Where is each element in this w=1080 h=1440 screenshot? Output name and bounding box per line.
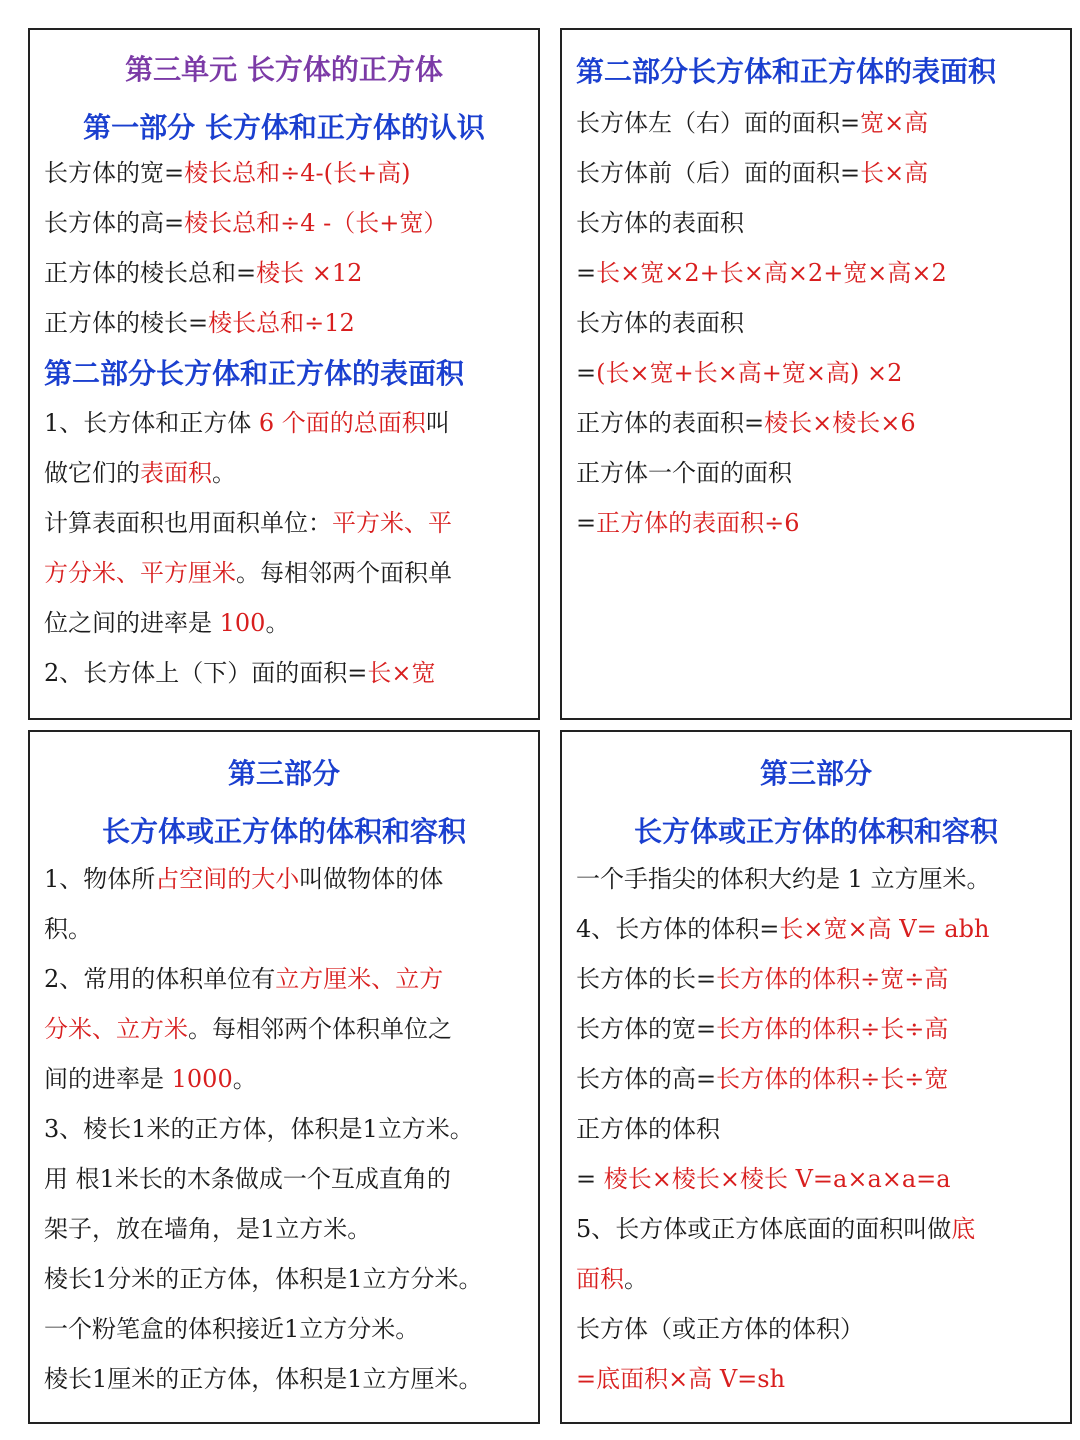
highlight-text: 长方体的体积÷长÷宽 [716, 1065, 949, 1093]
body-text: 一个粉笔盒的体积接近1立方分米。 [44, 1315, 420, 1343]
text-line [30, 648, 538, 698]
panel-surface-recognition [28, 28, 540, 720]
text-line [562, 98, 1070, 148]
body-text: = [576, 359, 597, 387]
section-2-title: 第二部分长方体和正方体的表面积 [44, 357, 465, 390]
highlight-text: 方分米、平方厘米 [44, 559, 236, 587]
text-line [562, 148, 1070, 198]
text-line [30, 954, 538, 1004]
highlight-text: 长×高 [860, 159, 929, 187]
text-line [562, 198, 1070, 248]
body-text: 1、物体所 [44, 865, 156, 893]
text-line [30, 1104, 538, 1154]
body-text: 2、长方体上（下）面的面积= [44, 659, 368, 687]
text-line [30, 498, 538, 548]
highlight-text: 棱长总和÷12 [208, 309, 355, 337]
text-line [30, 148, 538, 198]
highlight-text: 棱长×棱长×6 [764, 409, 916, 437]
text-line [562, 1104, 1070, 1154]
panel-volume-units [28, 730, 540, 1424]
body-text: 长方体的表面积 [576, 309, 744, 337]
text-line [30, 548, 538, 598]
body-text: 棱长1分米的正方体，体积是1立方分米。 [44, 1265, 483, 1293]
body-text: 5、长方体或正方体底面的面积叫做 [576, 1215, 952, 1243]
body-text: 长方体的高= [576, 1065, 717, 1093]
highlight-text: 棱长×棱长×棱长 V=a×a×a=a [603, 1165, 951, 1193]
text-line [30, 1354, 538, 1404]
text-line [30, 1004, 538, 1054]
highlight-text: 正方体的表面积÷6 [596, 509, 800, 537]
body-text: 。 [624, 1265, 648, 1293]
section-3-title: 第三部分 [227, 757, 340, 790]
highlight-text: 平方米、平 [332, 509, 452, 537]
body-text: = [576, 1165, 604, 1193]
text-line [30, 398, 538, 448]
text-line [562, 298, 1070, 348]
text-line [562, 498, 1070, 548]
text-line [562, 448, 1070, 498]
text-line [30, 248, 538, 298]
panel-surface-area [560, 28, 1072, 720]
body-text: 长方体的长= [576, 965, 717, 993]
formula-list [562, 854, 1070, 1404]
highlight-text: 底 [951, 1215, 976, 1243]
highlight-text: 长×宽×高 V= abh [779, 915, 990, 943]
body-text: 2、常用的体积单位有 [44, 965, 276, 993]
highlight-text: 长×宽×2+长×高×2+宽×高×2 [596, 259, 947, 287]
body-text: 。 [265, 609, 290, 637]
text-line [562, 1054, 1070, 1104]
text-line [562, 248, 1070, 298]
body-text: 。每相邻两个面积单 [236, 559, 452, 587]
body-text: 一个手指尖的体积大约是 1 立方厘米。 [576, 865, 991, 893]
highlight-text: 长方体的体积÷长÷高 [716, 1015, 949, 1043]
formula-list [562, 98, 1070, 548]
body-text: 用 根1米长的木条做成一个互成直角的 [44, 1165, 451, 1193]
text-line [562, 954, 1070, 1004]
body-text: 长方体前（后）面的面积= [576, 159, 861, 187]
text-list [30, 854, 538, 1404]
highlight-text: 1000 [171, 1065, 233, 1093]
body-text: 叫做物体的体 [299, 865, 444, 893]
text-line [30, 1154, 538, 1204]
highlight-text: 6 个面的总面积 [258, 409, 426, 437]
highlight-text: 宽×高 [860, 109, 929, 137]
body-text: 。每相邻两个体积单位之 [188, 1015, 452, 1043]
text-line [30, 1204, 538, 1254]
highlight-text: 面积 [576, 1265, 624, 1293]
text-line [562, 1004, 1070, 1054]
body-text: 叫 [425, 409, 450, 437]
highlight-text: 长方体的体积÷宽÷高 [716, 965, 949, 993]
body-text: 长方体的宽= [44, 159, 185, 187]
text-line [562, 904, 1070, 954]
highlight-text: 表面积 [140, 459, 212, 487]
body-text: 。 [232, 1065, 257, 1093]
body-text: 正方体一个面的面积 [576, 459, 792, 487]
text-line [562, 1354, 1070, 1404]
text-line [562, 1254, 1070, 1304]
highlight-text: 棱长总和÷4-(长+高) [184, 159, 411, 187]
text-line [562, 398, 1070, 448]
text-line [562, 348, 1070, 398]
body-text: 4、长方体的体积= [576, 915, 780, 943]
section-3-subtitle: 长方体或正方体的体积和容积 [101, 815, 466, 848]
body-text: 。 [212, 459, 236, 487]
highlight-text: =底面积×高 V=sh [576, 1365, 786, 1393]
body-text: 长方体左（右）面的面积= [576, 109, 861, 137]
body-text: 3、棱长1米的正方体，体积是1立方米。 [44, 1115, 474, 1143]
body-text: 间的进率是 [44, 1065, 172, 1093]
body-text: 长方体的宽= [576, 1015, 717, 1043]
body-text: 架子，放在墙角，是1立方米。 [44, 1215, 372, 1243]
text-line [562, 1304, 1070, 1354]
highlight-text: 棱长总和÷4 -（长+宽） [184, 209, 448, 237]
body-text: 计算表面积也用面积单位： [44, 509, 332, 537]
text-line [30, 298, 538, 348]
body-text: 积。 [44, 915, 92, 943]
text-line [30, 448, 538, 498]
text-line [30, 854, 538, 904]
section-3-title: 第三部分 [759, 757, 872, 790]
text-line [30, 1054, 538, 1104]
highlight-text: 棱长 ×12 [256, 259, 363, 287]
text-line [30, 1304, 538, 1354]
body-text: 长方体的高= [44, 209, 185, 237]
text-line [30, 198, 538, 248]
text-line [30, 1254, 538, 1304]
body-text: 位之间的进率是 [44, 609, 220, 637]
body-text: 长方体（或正方体的体积） [576, 1315, 864, 1343]
body-text: 棱长1厘米的正方体，体积是1立方厘米。 [44, 1365, 483, 1393]
highlight-text: 占空间的大小 [155, 865, 300, 893]
body-text: 长方体的表面积 [576, 209, 744, 237]
highlight-text: 长×宽 [367, 659, 436, 687]
text-line [562, 854, 1070, 904]
body-text: 正方体的棱长= [44, 309, 209, 337]
body-text: 做它们的 [44, 459, 140, 487]
body-text: = [576, 509, 597, 537]
text-line [562, 1154, 1070, 1204]
panel-volume-formulas [560, 730, 1072, 1424]
formula-list [30, 148, 538, 348]
section-1-title: 第一部分 长方体和正方体的认识 [83, 111, 485, 144]
text-line [30, 904, 538, 954]
body-text: 1、长方体和正方体 [44, 409, 259, 437]
text-line [30, 598, 538, 648]
highlight-text: (长×宽+长×高+宽×高) ×2 [596, 359, 903, 387]
body-text: 正方体的体积 [576, 1115, 720, 1143]
unit-title: 第三单元 长方体的正方体 [125, 53, 443, 86]
text-line [562, 1204, 1070, 1254]
highlight-text: 分米、立方米 [44, 1015, 188, 1043]
section-2-title: 第二部分长方体和正方体的表面积 [576, 55, 997, 88]
highlight-text: 立方厘米、立方 [275, 965, 444, 993]
body-text: 正方体的棱长总和= [44, 259, 257, 287]
highlight-text: 100 [219, 609, 266, 637]
section-3-subtitle: 长方体或正方体的体积和容积 [633, 815, 998, 848]
body-text: = [576, 259, 597, 287]
text-list [30, 398, 538, 698]
body-text: 正方体的表面积= [576, 409, 765, 437]
